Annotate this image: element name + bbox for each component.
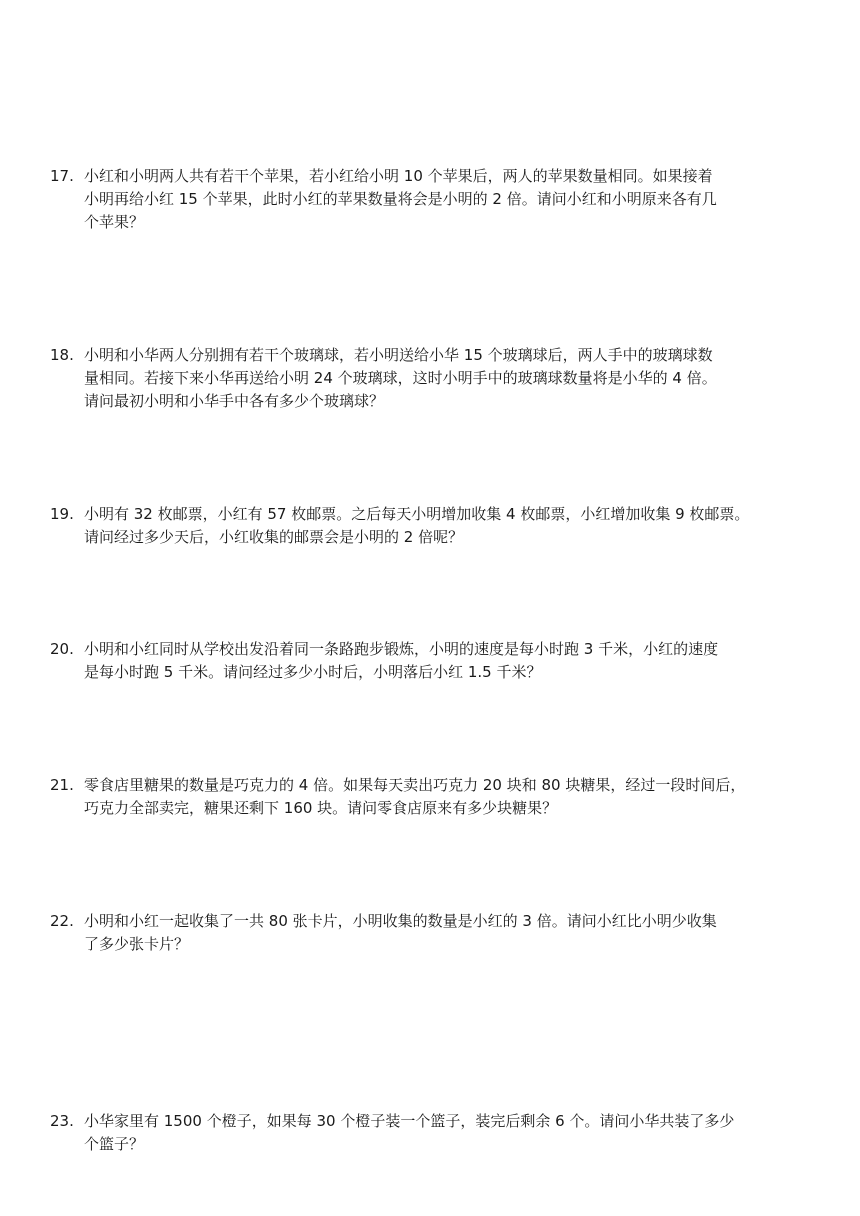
question-number: 20. <box>50 640 74 658</box>
question-text <box>84 910 820 956</box>
question-line: 个篮子？ <box>84 1135 145 1153</box>
question-line: 巧克力全部卖完，糖果还剩下 160 块。请问零食店原来有多少块糖果？ <box>84 799 558 817</box>
question-line: 小明有 32 枚邮票，小红有 57 枚邮票。之后每天小明增加收集 4 枚邮票，小红增加收集 9 枚邮票。 <box>84 505 750 523</box>
question-line: 了多少张卡片？ <box>84 935 190 953</box>
question-line: 小明和小红一起收集了一共 80 张卡片，小明收集的数量是小红的 3 倍。请问小红比小明少收集 <box>84 912 717 930</box>
question-line: 请问最初小明和小华手中各有多少个玻璃球？ <box>84 392 385 410</box>
question-19 <box>50 503 820 549</box>
question-line: 小明和小华两人分别拥有若干个玻璃球，若小明送给小华 15 个玻璃球后，两人手中的玻璃球数 <box>84 346 713 364</box>
question-number: 21. <box>50 776 74 794</box>
question-text <box>84 165 820 234</box>
question-text <box>84 1110 820 1156</box>
question-20 <box>50 638 820 684</box>
question-text <box>84 503 820 549</box>
question-text <box>84 774 820 820</box>
question-line: 小红和小明两人共有若干个苹果，若小红给小明 10 个苹果后，两人的苹果数量相同。如果接着 <box>84 167 713 185</box>
question-number: 22. <box>50 912 74 930</box>
question-line: 零食店里糖果的数量是巧克力的 4 倍。如果每天卖出巧克力 20 块和 80 块糖果，经过一段时间后， <box>84 776 746 794</box>
question-text <box>84 344 820 413</box>
question-17 <box>50 165 820 234</box>
question-21 <box>50 774 820 820</box>
question-number: 19. <box>50 505 74 523</box>
question-line: 小华家里有 1500 个橙子，如果每 30 个橙子装一个篮子，装完后剩余 6 个。请问小华共装了多少 <box>84 1112 735 1130</box>
question-line: 量相同。若接下来小华再送给小明 24 个玻璃球，这时小明手中的玻璃球数量将是小华的 4 倍。 <box>84 369 717 387</box>
question-22 <box>50 910 820 956</box>
question-line: 请问经过多少天后，小红收集的邮票会是小明的 2 倍呢？ <box>84 528 464 546</box>
question-line: 是每小时跑 5 千米。请问经过多少小时后，小明落后小红 1.5 千米？ <box>84 663 542 681</box>
question-line: 小明和小红同时从学校出发沿着同一条路跑步锻炼，小明的速度是每小时跑 3 千米，小红的速度 <box>84 640 719 658</box>
question-line: 个苹果？ <box>84 213 145 231</box>
question-number: 17. <box>50 167 74 185</box>
question-23 <box>50 1110 820 1156</box>
question-line: 小明再给小红 15 个苹果，此时小红的苹果数量将会是小明的 2 倍。请问小红和小明原来各有几 <box>84 190 717 208</box>
question-number: 23. <box>50 1112 74 1130</box>
question-number: 18. <box>50 346 74 364</box>
question-18 <box>50 344 820 413</box>
question-text <box>84 638 820 684</box>
